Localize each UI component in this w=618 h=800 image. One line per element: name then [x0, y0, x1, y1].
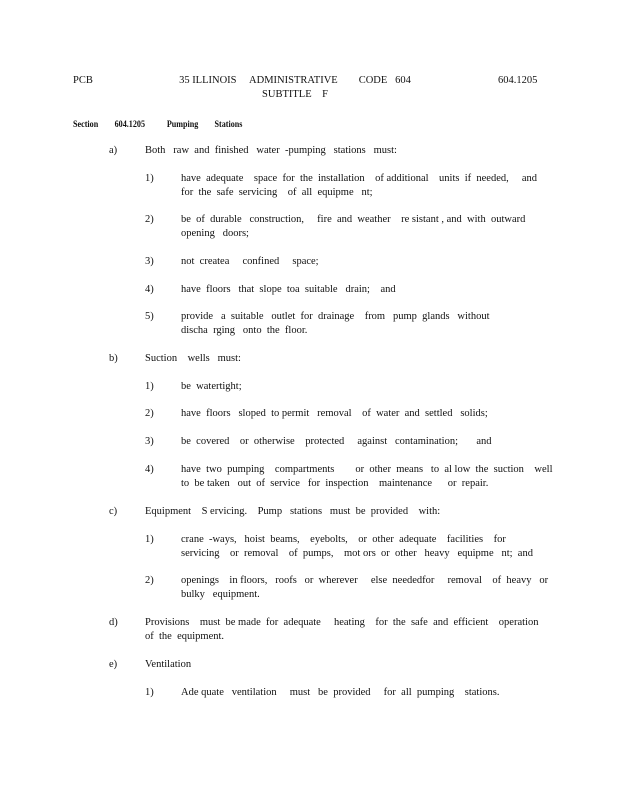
- subitem-label: 1): [145, 534, 154, 545]
- subitem-label: 4): [145, 284, 154, 295]
- subitem-text: be covered or otherwise protected against contamination; and: [181, 436, 492, 447]
- subitem-label: 2): [145, 408, 154, 419]
- section-heading: [73, 118, 242, 130]
- subitem-label: 3): [145, 436, 154, 447]
- subitem-text: crane -ways, hoist beams, eyebolts, or other adequate facilities for servicing or removal of pumps, mot ors or other heavy equipme nt; and: [181, 534, 533, 560]
- item-text: Both raw and finished water -pumping stations must:: [145, 145, 397, 156]
- header-right: 604.1205: [498, 75, 538, 86]
- subitem-text: Ade quate ventilation must be provided for all pumping stations.: [181, 687, 500, 698]
- item-text: Ventilation: [145, 659, 192, 670]
- item-text: Equipment S ervicing. Pump stations must be provided with:: [145, 506, 441, 517]
- subitem-text: be of durable construction, fire and weather re sistant , and with outward opening doors;: [181, 214, 526, 240]
- subitem-label: 2): [145, 575, 154, 586]
- subitem-text: not createa confined space;: [181, 256, 319, 267]
- item-label: d): [109, 617, 118, 628]
- subitem-label: 2): [145, 214, 154, 225]
- section-title: Pumping Stations: [166, 119, 243, 129]
- subitem-label: 1): [145, 381, 154, 392]
- header-center: [170, 74, 420, 102]
- section-number: 604.1205: [114, 119, 145, 129]
- header-subtitle: SUBTITLE F: [262, 89, 328, 101]
- subitem-text: have floors that slope toa suitable drain; and: [181, 284, 396, 295]
- header-title: 35 ILLINOIS ADMINISTRATIVE CODE 604: [179, 75, 411, 86]
- item-label: b): [109, 353, 118, 364]
- item-text: Suction wells must:: [145, 353, 241, 364]
- subitem-label: 1): [145, 173, 154, 184]
- section-label: Section: [73, 119, 99, 129]
- subitem-label: 5): [145, 311, 154, 322]
- item-label: a): [109, 145, 118, 156]
- item-text: Provisions must be made for adequate heating for the safe and efficient operation of the equipment.: [145, 617, 539, 643]
- header-left: PCB: [73, 75, 93, 86]
- subitem-text: provide a suitable outlet for drainage from pump glands without discha rging onto the floor.: [181, 311, 490, 337]
- subitem-text: be watertight;: [181, 381, 242, 392]
- subitem-text: have adequate space for the installation of additional units if needed, and for the safe servicing of all equipme nt;: [181, 173, 538, 199]
- subitem-label: 3): [145, 256, 154, 267]
- subitem-label: 4): [145, 464, 154, 475]
- subitem-text: have floors sloped to permit removal of water and settled solids;: [181, 408, 488, 419]
- subitem-text: openings in floors, roofs or wherever else neededfor removal of heavy or bulky equipment.: [181, 575, 549, 601]
- subitem-text: have two pumping compartments or other means to al low the suction well to be taken out of service for inspection maintenance or repair.: [181, 464, 553, 490]
- item-label: e): [109, 659, 118, 670]
- subitem-label: 1): [145, 687, 154, 698]
- item-label: c): [109, 506, 118, 517]
